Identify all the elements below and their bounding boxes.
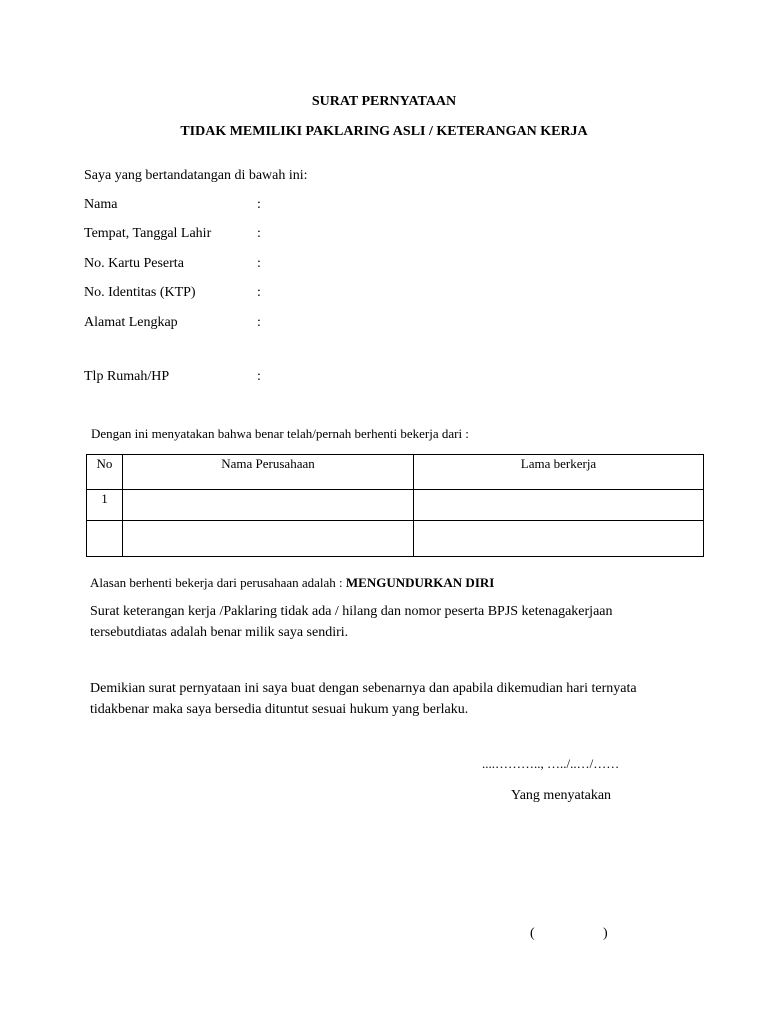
field-colon: : bbox=[257, 285, 261, 300]
employment-table bbox=[86, 454, 704, 557]
paragraph-bpjs: Surat keterangan kerja /Paklaring tidak ada / hilang dan nomor peserta BPJS ketenagakerjaan tersebutdiatas adalah benar milik saya sendiri. bbox=[90, 604, 613, 640]
field-colon: : bbox=[257, 226, 261, 241]
statement-text: Dengan ini menyatakan bahwa benar telah/pernah berhenti bekerja dari : bbox=[91, 426, 469, 441]
field-label-card-number: No. Kartu Peserta bbox=[84, 256, 184, 271]
signature-open-paren: ( bbox=[530, 926, 535, 941]
document-title: SURAT PERNYATAAN bbox=[311, 94, 457, 109]
field-label-ktp: No. Identitas (KTP) bbox=[84, 285, 196, 300]
field-colon: : bbox=[257, 315, 261, 330]
intro-text: Saya yang bertandatangan di bawah ini: bbox=[84, 168, 308, 183]
table-cell-duration bbox=[414, 490, 704, 521]
reason-value: MENGUNDURKAN DIRI bbox=[345, 575, 495, 590]
table-cell-company bbox=[123, 490, 414, 521]
table-cell-duration bbox=[414, 521, 704, 557]
field-colon: : bbox=[257, 197, 261, 212]
document-subtitle: TIDAK MEMILIKI PAKLARING ASLI / KETERANGAN KERJA bbox=[180, 124, 588, 139]
table-cell-no: 1 bbox=[87, 490, 123, 521]
field-label-name: Nama bbox=[84, 197, 118, 212]
field-label-address: Alamat Lengkap bbox=[84, 315, 178, 330]
table-row bbox=[87, 490, 704, 521]
table-header-no: No bbox=[87, 455, 123, 490]
field-colon: : bbox=[257, 256, 261, 271]
place-date: ....……….., …../..…/…… bbox=[482, 756, 620, 771]
paragraph-closing: Demikian surat pernyataan ini saya buat dengan sebenarnya dan apabila dikemudian hari ternyata tidakbenar maka saya bersedia dituntut sesuai hukum yang berlaku. bbox=[90, 681, 637, 717]
table-header-row bbox=[87, 455, 704, 490]
field-label-phone: Tlp Rumah/HP bbox=[84, 369, 170, 384]
signer-label: Yang menyatakan bbox=[511, 788, 612, 803]
field-colon: : bbox=[257, 369, 261, 384]
reason-line bbox=[90, 575, 494, 591]
table-header-duration: Lama berkerja bbox=[414, 455, 704, 490]
table-header-company: Nama Perusahaan bbox=[123, 455, 414, 490]
signature-close-paren: ) bbox=[603, 926, 608, 941]
table-row bbox=[87, 521, 704, 557]
table-cell-company bbox=[123, 521, 414, 557]
table-cell-no bbox=[87, 521, 123, 557]
reason-prefix: Alasan berhenti bekerja dari perusahaan adalah : bbox=[90, 575, 346, 590]
field-label-birth: Tempat, Tanggal Lahir bbox=[84, 226, 212, 241]
